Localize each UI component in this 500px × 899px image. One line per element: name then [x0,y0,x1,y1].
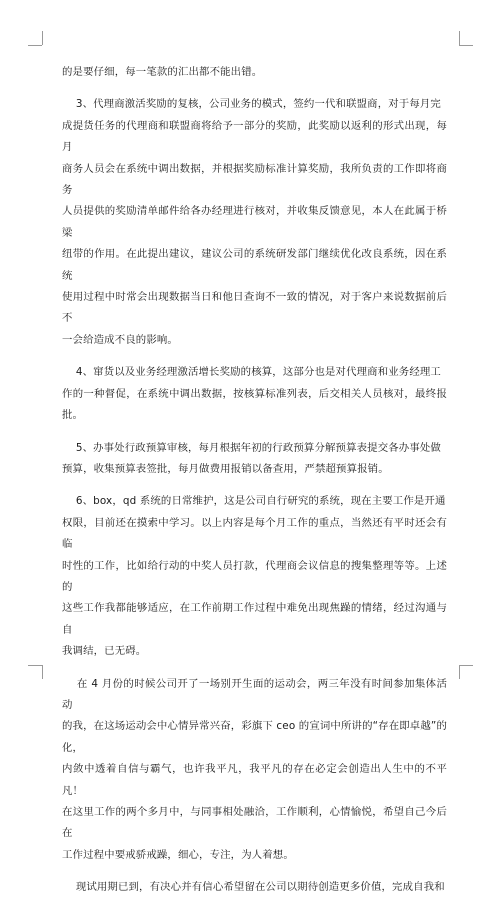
text-line: 我调结，已无碍。 [62,645,147,658]
text-line: 内敛中透着自信与霸气，也许我平凡，我平凡的存在必定会创造出人生中的不平凡！ [62,763,447,797]
text-line: 作的一种督促，在系统中调出数据，按核算标准列表，后交相关人员核对，最终报批。 [62,387,447,422]
text-line: 一会给造成不良的影响。 [62,333,178,346]
text-line: 4、窜货以及业务经理激活增长奖励的核算，这部分也是对代理商和业务经理工 [62,366,441,379]
text-line: 人员提供的奖励清单邮件给各办经理进行核对，并收集反馈意见，本人在此属于桥梁 [62,205,447,239]
text-line: 预算，收集预算表签批，每月做费用报销以备查用，严禁超预算报销。 [62,462,389,475]
text-line: 在 4 月份的时候公司开了一场别开生面的运动会，两三年没有时间参加集体活动 [62,677,448,711]
crop-mark-bottom-right-v [459,665,460,679]
document-body [62,62,447,899]
crop-mark-top-left-h [28,45,42,46]
text-line: 纽带的作用。在此提出建议，建议公司的系统研发部门继续优化改良系统，因在系统 [62,248,447,282]
crop-mark-top-right-h [459,45,473,46]
text-line: 成提货任务的代理商和联盟商将给予一部分的奖励，此奖励以返利的形式出现，每月 [62,119,447,154]
text-line: 现试用期已到，有决心并有信心希望留在公司以期待创造更多价值，完成自我和 [62,881,445,894]
text-line: 权限，目前还在摸索中学习。以上内容是每个月工作的重点，当然还有平时还会有临 [62,516,447,551]
crop-mark-top-left-v [42,31,43,45]
text-line: 商务人员会在系统中调出数据，并根据奖励标准计算奖励，我所负责的工作即将商务 [62,162,447,197]
text-line: 5、办事处行政预算审核，每月根据年初的行政预算分解预算表提交各办事处做 [62,441,441,454]
text-line: 时性的工作，比如给行动的中奖人员打款，代理商会议信息的搜集整理等等。上述的 [62,559,447,593]
crop-mark-bottom-left-h [28,665,42,666]
crop-mark-top-right-v [459,31,460,45]
text-line: 在这里工作的两个多月中，与同事相处融洽，工作顺利，心情愉悦，希望自己今后在 [62,806,447,840]
text-line: 工作过程中要戒骄戒躁，细心，专注，为人着想。 [62,848,294,861]
text-line: 这些工作我都能够适应，在工作前期工作过程中难免出现焦躁的情绪，经过沟通与自 [62,602,447,636]
text-line: 3、代理商激活奖励的复核，公司业务的模式，签约一代和联盟商，对于每月完 [62,98,441,111]
text-line: 6、box，qd 系统的日常维护，这是公司自行研究的系统，现在主要工作是开通 [62,495,446,508]
text-line: 的我，在这场运动会中心情异常兴奋，彩旗下 ceo 的宣词中所讲的“存在即卓越”的化， [62,720,447,754]
text-line: 使用过程中时常会出现数据当日和他日查询不一致的情况，对于客户来说数据前后不 [62,291,447,325]
crop-mark-bottom-right-h [459,665,473,666]
text-line: 的是要仔细，每一笔款的汇出都不能出错。 [62,66,263,78]
crop-mark-bottom-left-v [42,665,43,679]
